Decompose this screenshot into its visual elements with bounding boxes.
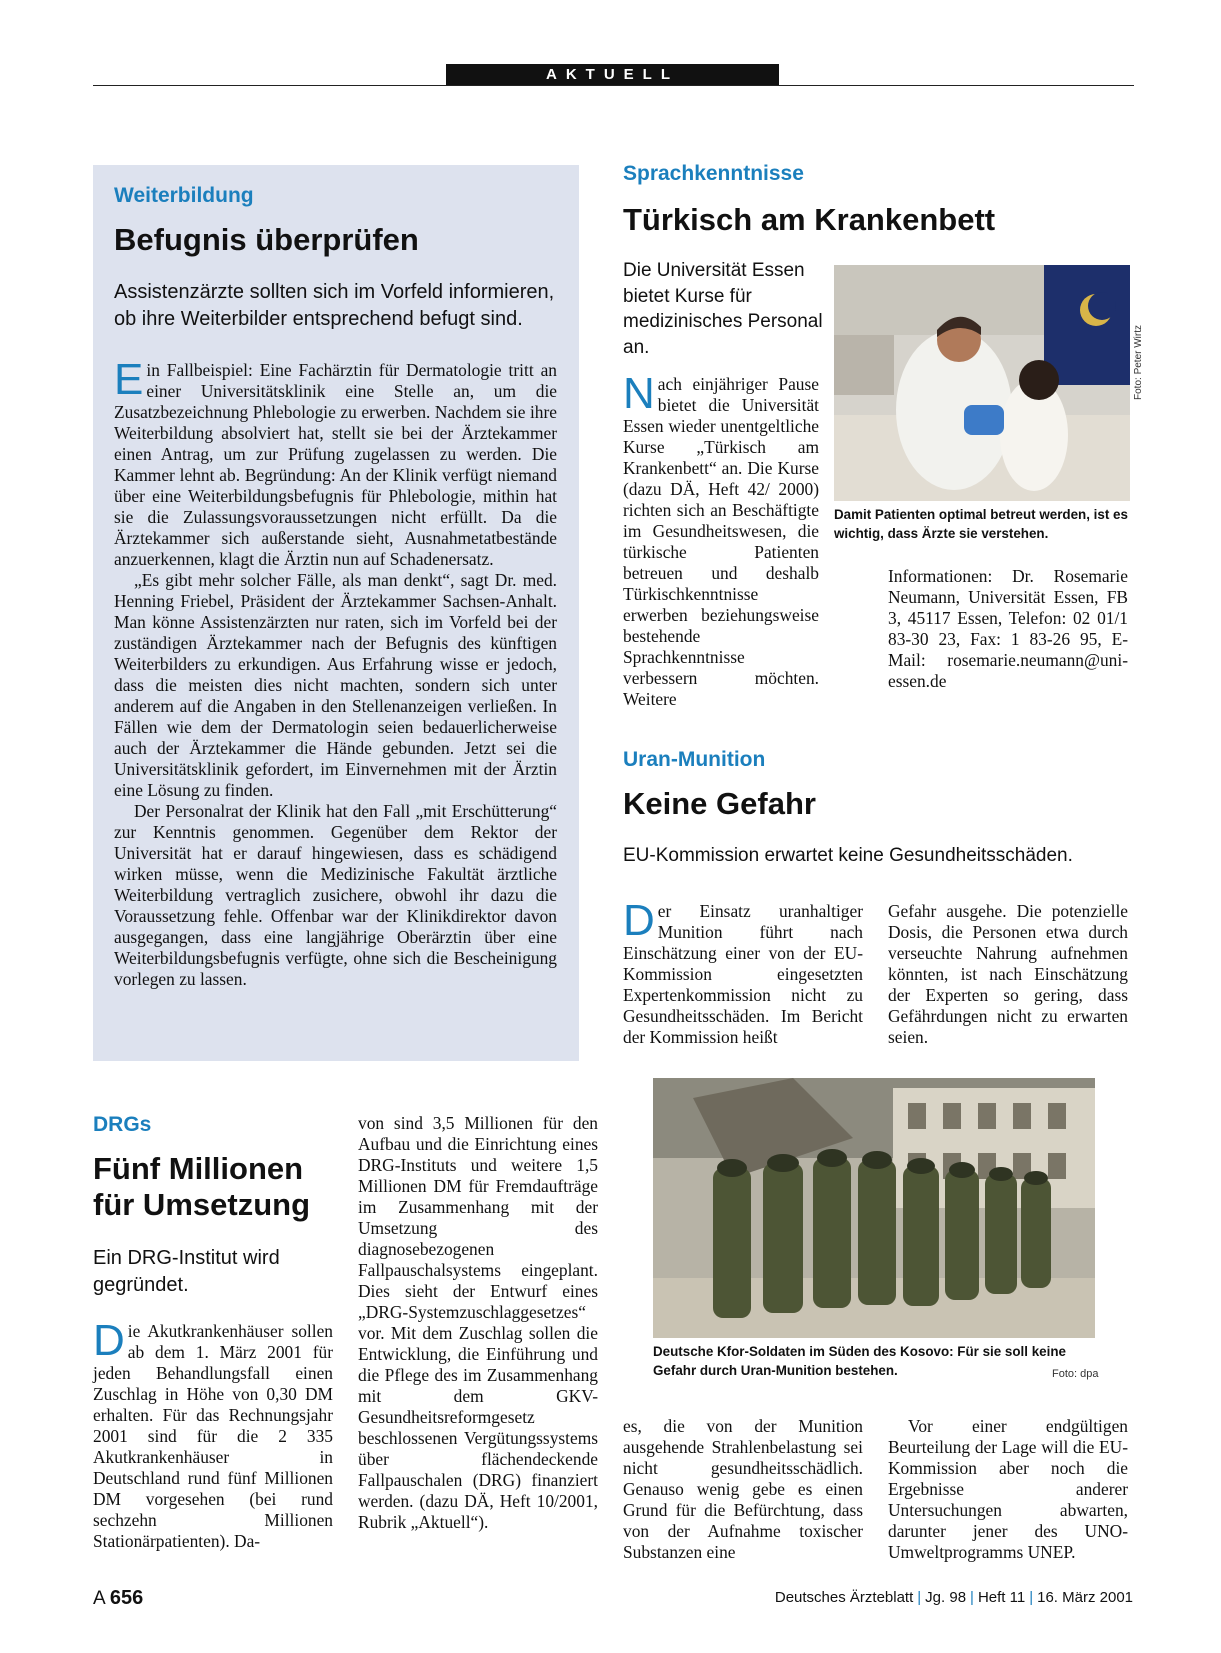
article1-paragraph-3: Der Personalrat der Klinik hat den Fall „mit Erschütterung“ zur Kenntnis genommen. Gegenüber dem Rektor der Universität hat er darauf hingewiesen, dass es schädigend wirken müsse, wenn die Medizinische Fakultät ärztliche Weiterbildung vertraglich zusichere, obwohl ihr dazu die Voraussetzung fehle. Offenbar war der Klinikdirektor davon ausgegangen, dass eine langjährige Oberärztin über eine Weiterbildungsbefugnis verfügte, ohne sich die Bescheinigung vorlegen zu lassen. [114, 801, 557, 989]
article1-dek: Assistenzärzte sollten sich im Vorfeld informieren, ob ihre Weiterbilder entsprechend befugt sind. [114, 281, 555, 330]
article3-headline: Keine Gefahr [623, 786, 816, 821]
article2-caption: Damit Patienten optimal betreut werden, ist es wichtig, dass Ärzte sie verstehen. [834, 507, 1128, 541]
footer-separator: | [917, 1589, 922, 1606]
article2-photo-credit: Foto: Peter Wirtz [1133, 324, 1144, 400]
article3-photo-credit: Foto: dpa [1052, 1368, 1099, 1380]
article3-kicker: Uran-Munition [623, 748, 766, 771]
article2-dek: Die Universität Essen bietet Kurse für medizinisches Personal an. [623, 260, 823, 358]
journal-issue: Heft 11 [977, 1589, 1026, 1606]
article2-column-2: Informationen: Dr. Rosemarie Neumann, Universität Essen, FB 3, 45117 Essen, Telefon: 02 01/1 83-30 23, Fax: 1 83-26 95, E-Mail: rosemarie.neumann@uni-essen.de [888, 566, 1128, 691]
journal-name: Deutsches Ärzteblatt [774, 1589, 914, 1606]
article3-column-3: es, die von der Munition ausgehende Strahlenbelastung sei nicht gesundheitsschädlich. Genauso wenig gebe es einen Grund für die Befürchtung, dass von der Aufnahme toxischer Substanzen eine [623, 1416, 863, 1562]
article4-headline-line-2: für Umsetzung [93, 1186, 310, 1222]
page-prefix: A [93, 1588, 105, 1609]
article3-column-4-text: Vor einer endgültigen Beurteilung der Lage will die EU-Kommission aber noch die Ergebnisse anderer Untersuchungen abwarten, darunter jener des UNO-Umweltprogramms UNEP. [888, 1416, 1128, 1562]
article2-column-1-top [623, 369, 819, 710]
article1-body [114, 355, 557, 990]
page-number-value: 656 [109, 1587, 144, 1609]
soldiers-photo [653, 1078, 1095, 1338]
page-number [93, 1587, 143, 1610]
doctor-child-photo [834, 265, 1130, 501]
article1-dropcap: E [114, 355, 144, 404]
header-rule [93, 85, 1134, 86]
article4-column-1 [93, 1316, 333, 1552]
article1-headline: Befugnis überprüfen [114, 222, 419, 257]
article2-column-1-text: ach einjähriger Pause bietet die Universität Essen wieder unentgeltliche Kurse „Türkisch am Krankenbett“ an. Die Kurse (dazu DÄ, Heft 42/ 2000) richten sich an Beschäftigte im Gesundheitswesen, die türkische Patienten betreuen und deshalb Türkischkenntnisse erwerben beziehungsweise bestehende Sprachkenntnisse verbessern möchten. Weitere [623, 374, 819, 709]
article2-kicker: Sprachkenntnisse [623, 162, 804, 185]
article4-headline-line-1: Fünf Millionen [93, 1151, 304, 1186]
article2-dropcap: N [623, 369, 655, 418]
article3-column-4 [888, 1416, 1128, 1563]
article4-headline [93, 1151, 310, 1222]
journal-footer [775, 1589, 1133, 1606]
footer-separator: | [970, 1589, 974, 1606]
article1-paragraph-1: in Fallbeispiel: Eine Fachärztin für Dermatologie tritt an einer Universitätsklinik eine Stelle an, um die Zusatzbezeichnung Phlebologie zu erwerben. Nachdem sie ihre Weiterbildung absolviert hat, stellt sie bei der Ärztekammer einen Antrag, um zur Prüfung zugelassen zu werden. Die Kammer lehnt ab. Begründung: An der Klinik verfügt niemand über eine Weiterbildungsbefugnis für Phlebologie, mithin hat sie die Zulassungsvoraussetzungen nicht erfüllt. Da die Ärztekammer sich außerstande sieht, Ausnahmetatbestände anzuerkennen, klagt die Ärztin nun auf Schadenersatz. [114, 360, 557, 569]
journal-volume: Jg. 98 [925, 1589, 967, 1606]
article1-kicker: Weiterbildung [114, 184, 254, 207]
article3-column-1 [623, 896, 863, 1048]
article4-column-1-text: ie Akutkrankenhäuser sollen ab dem 1. März 2001 für jeden Behandlungsfall einen Zuschlag in Höhe von 0,30 DM erhalten. Für das Rechnungsjahr 2001 sind für die 2 335 Akutkrankenhäuser in Deutschland rund fünf Millionen DM vorgesehen (bei rund sechzehn Millionen Stationärpatienten). Da- [93, 1321, 333, 1551]
footer-separator: | [1029, 1589, 1034, 1606]
article3-dropcap: D [623, 896, 655, 945]
article3-caption: Deutsche Kfor-Soldaten im Süden des Kosovo: Für sie soll keine Gefahr durch Uran-Munition bestehen. [653, 1344, 1066, 1378]
article3-column-1-text: er Einsatz uranhaltiger Munition führt nach Einschätzung einer von der EU-Kommission eingesetzten Expertenkommission nicht zu Gesundheitsschäden. Im Bericht der Kommission heißt [623, 901, 863, 1047]
journal-date: 16. März 2001 [1037, 1589, 1133, 1606]
article2-headline: Türkisch am Krankenbett [623, 202, 996, 237]
article1-paragraph-2: „Es gibt mehr solcher Fälle, als man denkt“, sagt Dr. med. Henning Friebel, Präsident der Ärztekammer Sachsen-Anhalt. Man könne Assistenzärzten nur raten, sich im Vorfeld bei der zuständigen Ärztekammer nach der Befugnis des künftigen Weiterbilders zu erkundigen. Aus Erfahrung wisse er jedoch, dass die meisten dies nicht machten, sondern sich unter anderem auf die Angaben in den Stellenanzeigen verließen. In Fällen wie dem der Dermatologin seien bedauerlicherweise auch der Ärztekammer die Hände gebunden. Jetzt sei die Universitätsklinik gefordert, im Einvernehmen mit der Ärztin eine Lösung zu finden. [114, 570, 557, 800]
article4-kicker: DRGs [93, 1113, 152, 1136]
section-label: AKTUELL [446, 64, 779, 86]
article4-column-2: von sind 3,5 Millionen für den Aufbau und die Einrichtung eines DRG-Instituts und weitere 1,5 Millionen DM für Fremdaufträge im Zusammenhang mit der Umsetzung des diagnosebezogenen Fallpauschalsystems eingeplant. Dies sieht der Entwurf eines „DRG-Systemzuschlaggesetzes“ vor. Mit dem Zuschlag sollen die Entwicklung, die Einführung und die Pflege des im Zusammenhang mit dem GKV-Gesundheitsreformgesetz beschlossenen Vergütungssystems über flächendeckende Fallpauschalen (DRG) finanziert werden. (dazu DÄ, Heft 10/2001, Rubrik „Aktuell“). [358, 1113, 598, 1532]
article3-dek: EU-Kommission erwartet keine Gesundheitsschäden. [623, 845, 1073, 866]
article3-column-2: Gefahr ausgehe. Die potenzielle Dosis, die Personen etwa durch verseuchte Nahrung aufnehmen könnten, ist nach Einschätzung der Experten so gering, dass Gefährdungen nicht zu erwarten seien. [888, 901, 1128, 1047]
article4-dropcap: D [93, 1316, 125, 1365]
article4-dek: Ein DRG-Institut wird gegründet. [93, 1247, 280, 1296]
